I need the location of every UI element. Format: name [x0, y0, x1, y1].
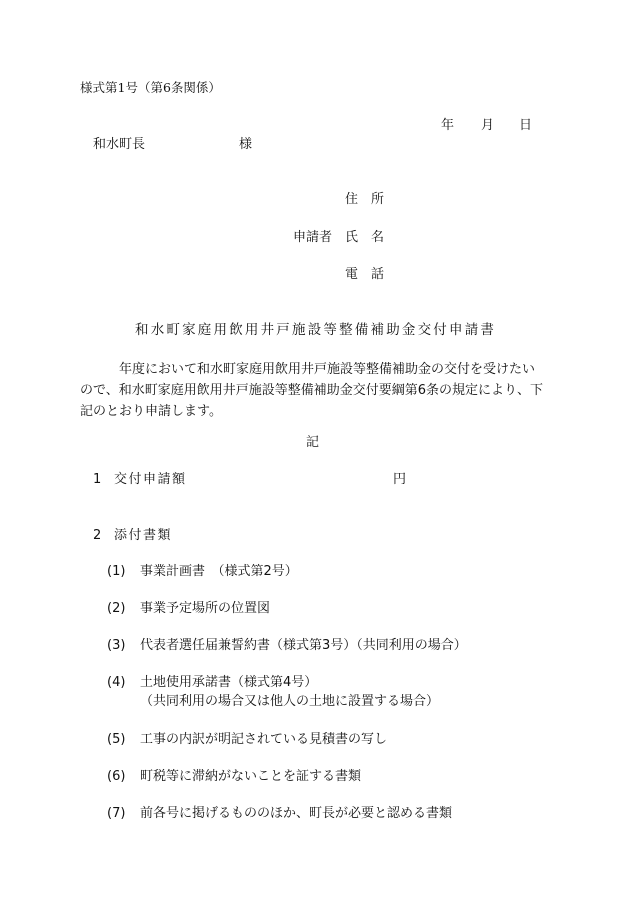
- attachment-6-text: 町税等に滞納がないことを証する書類: [140, 769, 362, 784]
- attachment-4-number: (4): [107, 675, 126, 690]
- date-day: 日: [519, 118, 533, 133]
- body-paragraph: [80, 359, 550, 422]
- item2-label: 添付書類: [114, 528, 173, 543]
- attachment-2-text: 事業予定場所の位置図: [140, 601, 271, 616]
- document-title: 和水町家庭用飲用井戸施設等整備補助金交付申請書: [135, 322, 497, 338]
- attachment-7-number: (7): [107, 806, 126, 821]
- attachment-3-number: (3): [107, 638, 126, 653]
- attachment-1-number: (1): [107, 564, 126, 579]
- body-line: 記のとおり申請します。: [80, 404, 222, 419]
- attachment-1-text: 事業計画書 （様式第2号）: [140, 564, 298, 579]
- attachment-5-text: 工事の内訳が明記されている見積書の写し: [140, 732, 388, 747]
- item1-unit: 円: [393, 472, 407, 487]
- attachment-6-number: (6): [107, 769, 126, 784]
- applicant-phone-label: 電 話: [345, 267, 385, 282]
- body-line: 年度において和水町家庭用飲用井戸施設等整備補助金の交付を受けたい: [80, 362, 536, 377]
- form-number: 様式第1号（第6条関係）: [80, 80, 221, 95]
- date-month: 月: [481, 118, 495, 133]
- attachment-5-number: (5): [107, 732, 126, 747]
- applicant-name-label: 氏 名: [345, 230, 385, 245]
- addressee-honorific: 様: [239, 137, 253, 152]
- attachment-4-text: 土地使用承諾書（様式第4号）: [140, 675, 318, 690]
- item2-number: 2: [93, 528, 102, 543]
- item1-number: 1: [93, 472, 102, 487]
- ki-heading: 記: [306, 435, 320, 450]
- date-year: 年: [441, 118, 455, 133]
- applicant-address-label: 住 所: [345, 192, 385, 207]
- item1-label: 交付申請額: [114, 472, 187, 487]
- attachment-3-text: 代表者選任届兼誓約書（様式第3号）（共同利用の場合）: [140, 638, 467, 653]
- body-line: ので、和水町家庭用飲用井戸施設等整備補助金交付要綱第6条の規定により、下: [80, 383, 544, 398]
- attachment-7-text: 前各号に掲げるもののほか、町長が必要と認める書類: [140, 806, 453, 821]
- attachment-4-note: （共同利用の場合又は他人の土地に設置する場合）: [140, 694, 440, 709]
- attachment-2-number: (2): [107, 601, 126, 616]
- addressee-name: 和水町長: [93, 137, 146, 152]
- applicant-label: 申請者: [293, 230, 333, 245]
